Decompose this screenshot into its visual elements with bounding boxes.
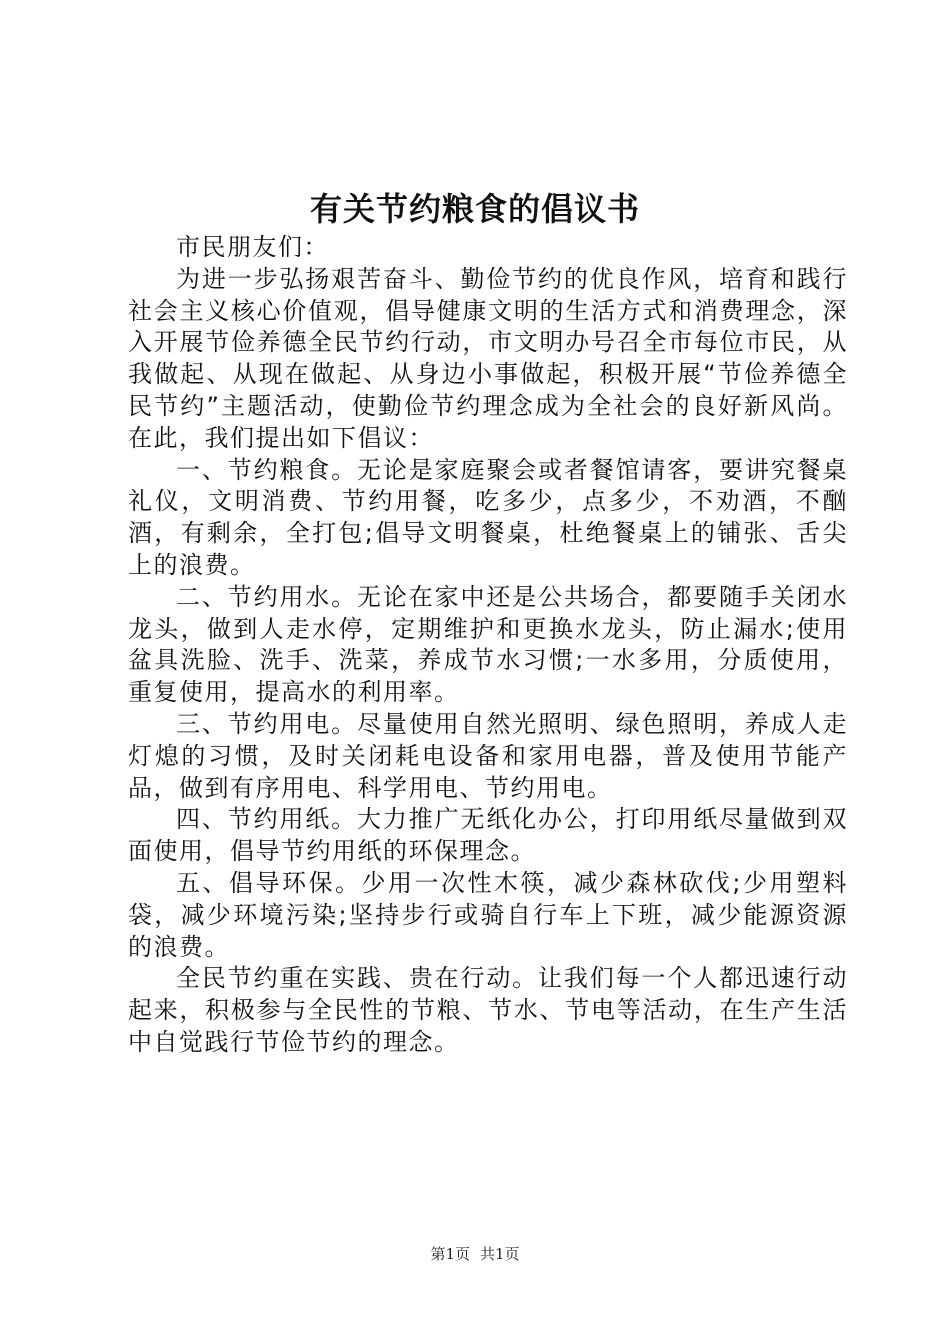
paragraph-environment: 五、倡导环保。少用一次性木筷，减少森林砍伐;少用塑料袋，减少环境污染;坚持步行或骑自行车上下班，减少能源资源的浪费。 bbox=[128, 868, 848, 961]
paragraph-save-food: 一、节约粮食。无论是家庭聚会或者餐馆请客，要讲究餐桌礼仪，文明消费、节约用餐，吃多少，点多少，不劝酒，不酗酒，有剩余，全打包;倡导文明餐桌，杜绝餐桌上的铺张、舌尖上的浪费。 bbox=[128, 455, 848, 579]
paragraph-save-water: 二、节约用水。无论在家中还是公共场合，都要随手关闭水龙头，做到人走水停，定期维护和更换水龙头，防止漏水;使用盆具洗脸、洗手、洗菜，养成节水习惯;一水多用，分质使用，重复使用，提高水的利用率。 bbox=[128, 582, 848, 707]
page-number: 第1页 bbox=[430, 1245, 470, 1263]
paragraph-save-electricity: 三、节约用电。尽量使用自然光照明、绿色照明，养成人走灯熄的习惯，及时关闭耗电设备和家用电器，普及使用节能产品，做到有序用电、科学用电、节约用电。 bbox=[128, 709, 848, 802]
page-footer bbox=[0, 1244, 950, 1264]
document-title: 有关节约粮食的倡议书 bbox=[309, 190, 640, 228]
paragraph-save-paper: 四、节约用纸。大力推广无纸化办公，打印用纸尽量做到双面使用，倡导节约用纸的环保理念。 bbox=[128, 805, 848, 866]
greeting: 市民朋友们： bbox=[176, 233, 329, 261]
paragraph-intro: 为进一步弘扬艰苦奋斗、勤俭节约的优良作风，培育和践行社会主义核心价值观，倡导健康文明的生活方式和消费理念，深入开展节俭养德全民节约行动，市文明办号召全市每位市民，从我做起、从现在做起、从身边小事做起，积极开展“节俭养德全民节约”主题活动，使勤俭节约理念成为全社会的良好新风尚。在此，我们提出如下倡议： bbox=[128, 264, 848, 452]
paragraph-conclusion: 全民节约重在实践、贵在行动。让我们每一个人都迅速行动起来，积极参与全民性的节粮、节水、节电等活动，在生产生活中自觉践行节俭节约的理念。 bbox=[128, 964, 848, 1056]
document-body bbox=[128, 232, 848, 1059]
page-total: 共1页 bbox=[480, 1245, 520, 1263]
